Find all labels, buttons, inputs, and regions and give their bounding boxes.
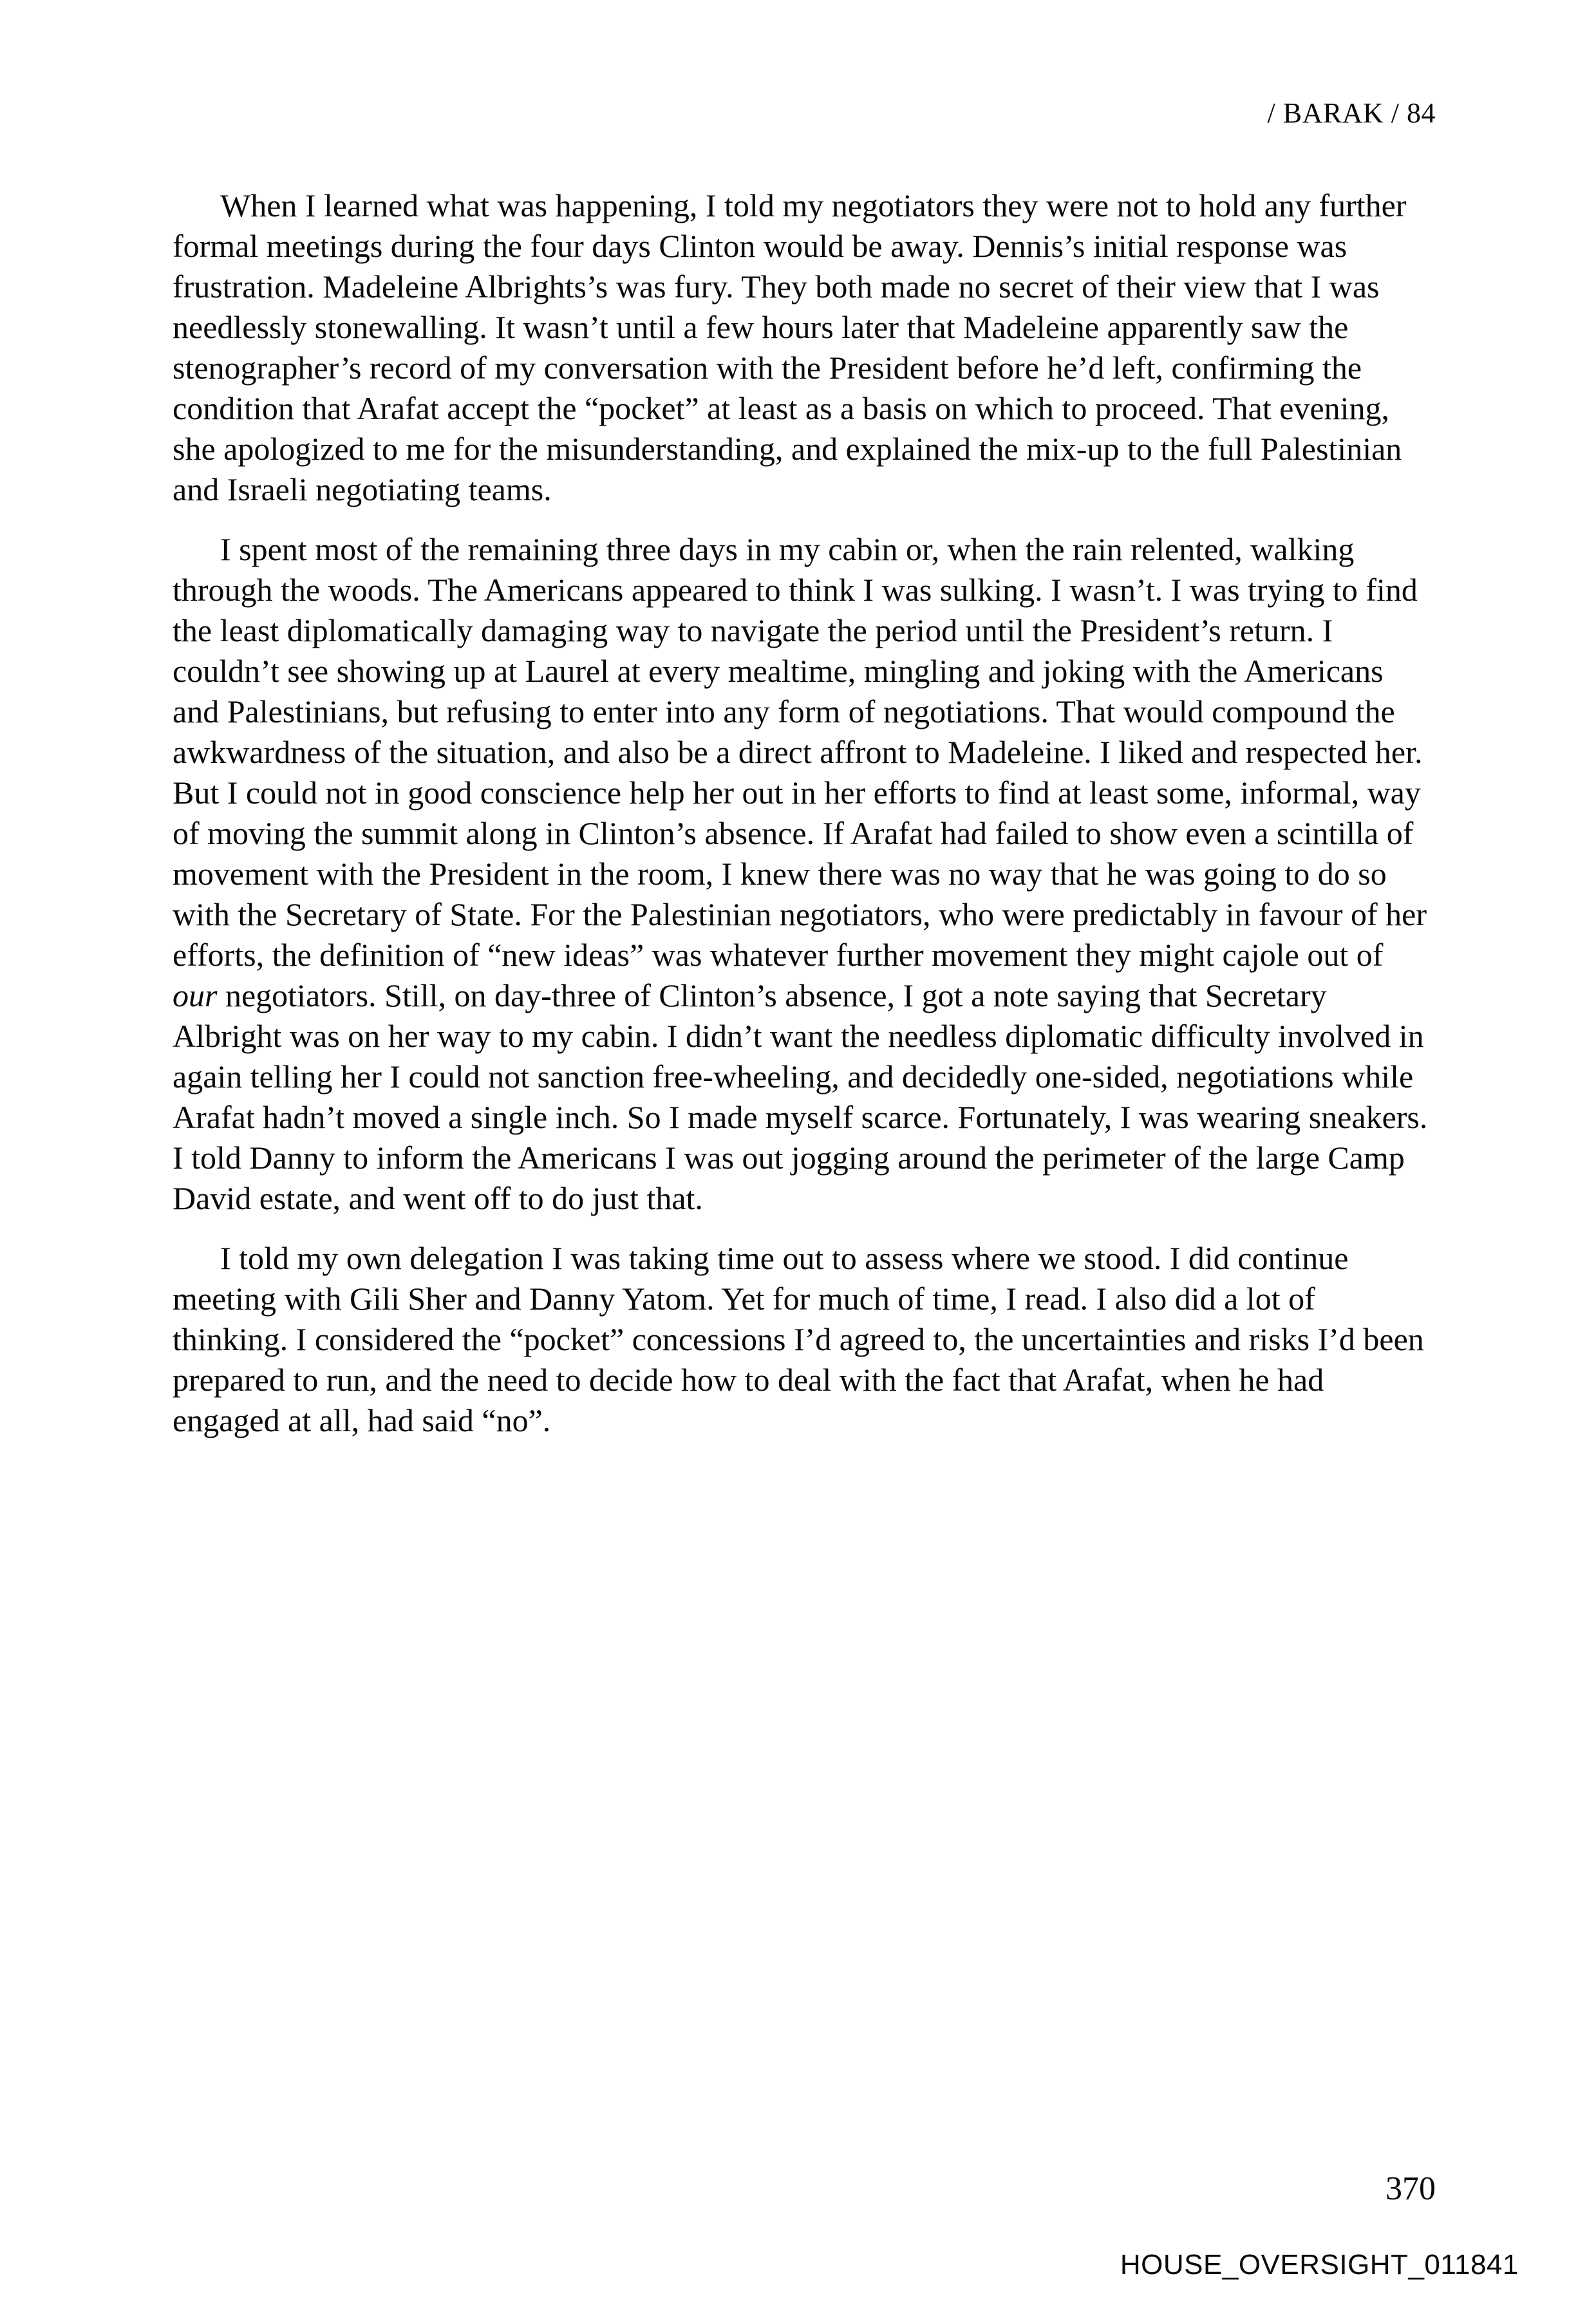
paragraph-3-text: I told my own delegation I was taking time out to assess where we stood. I did continue meeting with Gili Sher and Danny Yatom. Yet for much of time, I read. I also did a lot of thinking. I considered the “pocket” concessions I’d agreed to, the uncertainties and risks I’d been prepared to run, and the need to decide how to deal with the fact that Arafat, when he had engaged at all, had said “no”.: [173, 1240, 1424, 1438]
paragraph-2: [173, 529, 1428, 1219]
page-number: 370: [1385, 2170, 1436, 2207]
paragraph-2-text-before: I spent most of the remaining three days in my cabin or, when the rain relented, walking through the woods. The Americans appeared to think I was sulking. I wasn’t. I was trying to find the least diplomatically damaging way to navigate the period until the President’s return. I couldn’t see showing up at Laurel at every mealtime, mingling and joking with the Americans and Palestinians, but refusing to enter into any form of negotiations. That would compound the awkwardness of the situation, and also be a direct affront to Madeleine. I liked and respected her. But I could not in good conscience help her out in her efforts to find at least some, informal, way of moving the summit along in Clinton’s absence. If Arafat had failed to show even a scintilla of movement with the President in the room, I knew there was no way that he was going to do so with the Secretary of State. For the Palestinian negotiators, who were predictably in favour of her efforts, the definition of “new ideas” was whatever further movement they might cajole out of: [173, 531, 1427, 973]
oversight-stamp: HOUSE_OVERSIGHT_011841: [1120, 2249, 1519, 2280]
page-header: / BARAK / 84: [1267, 97, 1436, 129]
paragraph-2-italic-word: our: [173, 977, 218, 1013]
paragraph-1: [173, 185, 1428, 510]
body-text: [173, 185, 1428, 1441]
paragraph-3: [173, 1238, 1428, 1441]
paragraph-1-text: When I learned what was happening, I told my negotiators they were not to hold any further formal meetings during the four days Clinton would be away. Dennis’s initial response was frustration. Madeleine Albrights’s was fury. They both made no secret of their view that I was needlessly stonewalling. It wasn’t until a few hours later that Madeleine apparently saw the stenographer’s record of my conversation with the President before he’d left, confirming the condition that Arafat accept the “pocket” at least as a basis on which to proceed. That evening, she apologized to me for the misunderstanding, and explained the mix-up to the full Palestinian and Israeli negotiating teams.: [173, 187, 1407, 507]
paragraph-2-text-after: negotiators. Still, on day-three of Clinton’s absence, I got a note saying that Secretary Albright was on her way to my cabin. I didn’t want the needless diplomatic difficulty involved in again telling her I could not sanction free-wheeling, and decidedly one-sided, negotiations while Arafat hadn’t moved a single inch. So I made myself scarce. Fortunately, I was wearing sneakers. I told Danny to inform the Americans I was out jogging around the perimeter of the large Camp David estate, and went off to do just that.: [173, 977, 1428, 1216]
